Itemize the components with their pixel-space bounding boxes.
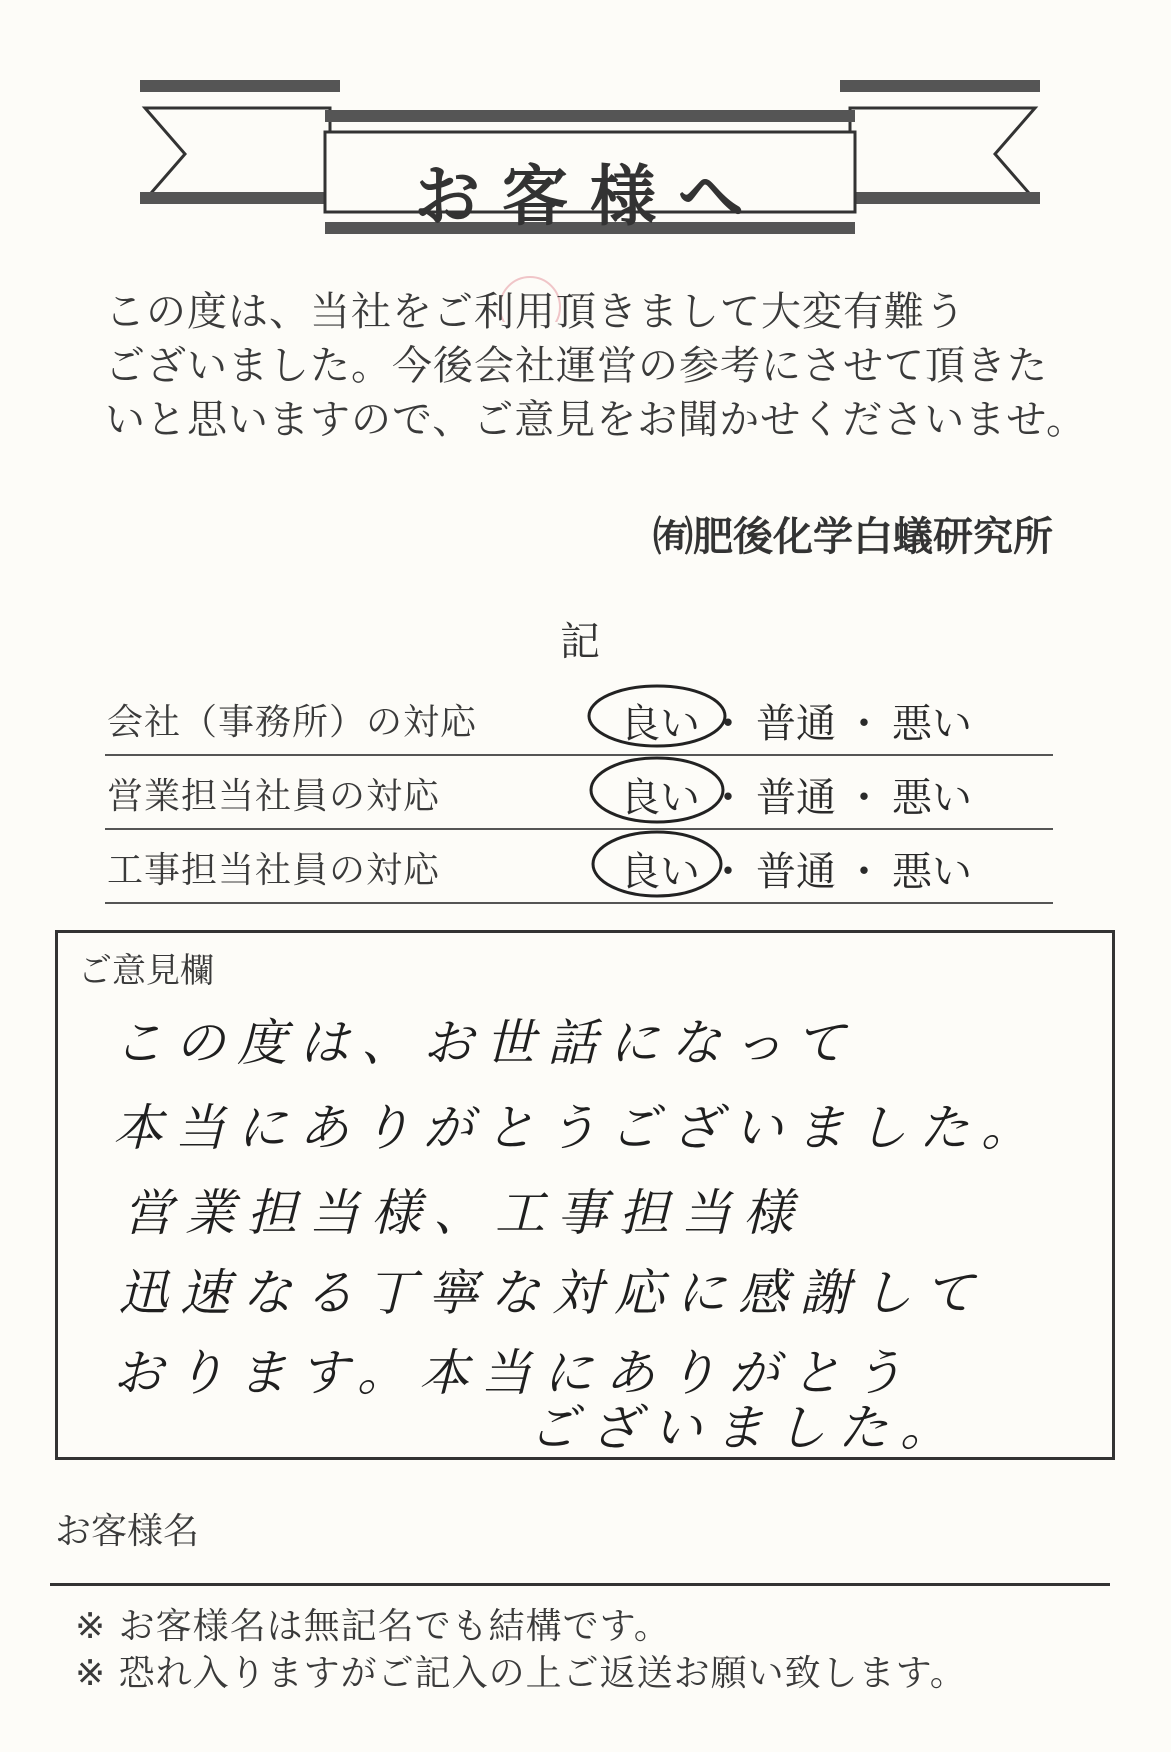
handwritten-line: 本当にありがとうございました。 xyxy=(113,1099,1043,1157)
rating-row-company xyxy=(105,680,1053,756)
rating-label: 工事担当社員の対応 xyxy=(107,850,441,891)
company-name: ㈲肥後化学白蟻研究所 xyxy=(653,514,1053,560)
option-good[interactable]: 良い xyxy=(620,775,700,821)
handwritten-line: おります。本当にありがとう xyxy=(113,1344,915,1402)
page-title: お客様へ xyxy=(414,157,766,235)
option-normal[interactable]: 普通 xyxy=(756,701,836,747)
intro-line: ございました。今後会社運営の参考にさせて頂きた xyxy=(105,343,1048,389)
option-bad[interactable]: 悪い xyxy=(892,701,972,747)
separator: ・ xyxy=(708,849,748,895)
intro-paragraph xyxy=(105,285,1087,447)
rating-options xyxy=(620,692,972,749)
rating-label: 会社（事務所）の対応 xyxy=(107,702,478,743)
separator: ・ xyxy=(844,701,884,747)
separator: ・ xyxy=(708,701,748,747)
rating-label: 営業担当社員の対応 xyxy=(107,776,441,817)
customer-name-field[interactable] xyxy=(50,1583,1110,1586)
option-good[interactable]: 良い xyxy=(620,849,700,895)
option-bad[interactable]: 悪い xyxy=(892,849,972,895)
note-return: ※ 恐れ入りますがご記入の上ご返送お願い致します。 xyxy=(75,1653,967,1694)
rating-options xyxy=(620,766,972,823)
option-good[interactable]: 良い xyxy=(620,701,700,747)
opinion-label: ご意見欄 xyxy=(78,951,214,991)
opinion-box[interactable] xyxy=(55,930,1115,1460)
option-bad[interactable]: 悪い xyxy=(892,775,972,821)
note-anonymous: ※ お客様名は無記名でも結構です。 xyxy=(75,1606,671,1647)
intro-line: いと思いますので、ご意見をお聞かせくださいませ。 xyxy=(105,397,1087,443)
separator: ・ xyxy=(844,775,884,821)
separator: ・ xyxy=(708,775,748,821)
rating-row-construction xyxy=(105,828,1053,904)
handwritten-line: 迅速なる丁寧な対応に感謝して xyxy=(118,1264,986,1322)
handwritten-line: 営業担当様、工事担当様 xyxy=(123,1184,805,1242)
handwritten-line: この度は、お世話になって xyxy=(113,1014,857,1072)
option-normal[interactable]: 普通 xyxy=(756,775,836,821)
option-normal[interactable]: 普通 xyxy=(756,849,836,895)
separator: ・ xyxy=(844,849,884,895)
customer-name-label: お客様名 xyxy=(55,1511,200,1552)
ki-heading: 記 xyxy=(560,619,600,665)
handwritten-line: ございました。 xyxy=(528,1399,962,1457)
rating-row-sales xyxy=(105,754,1053,830)
intro-line: この度は、当社をご利用頂きまして大変有難う xyxy=(105,289,966,335)
rating-options xyxy=(620,840,972,897)
